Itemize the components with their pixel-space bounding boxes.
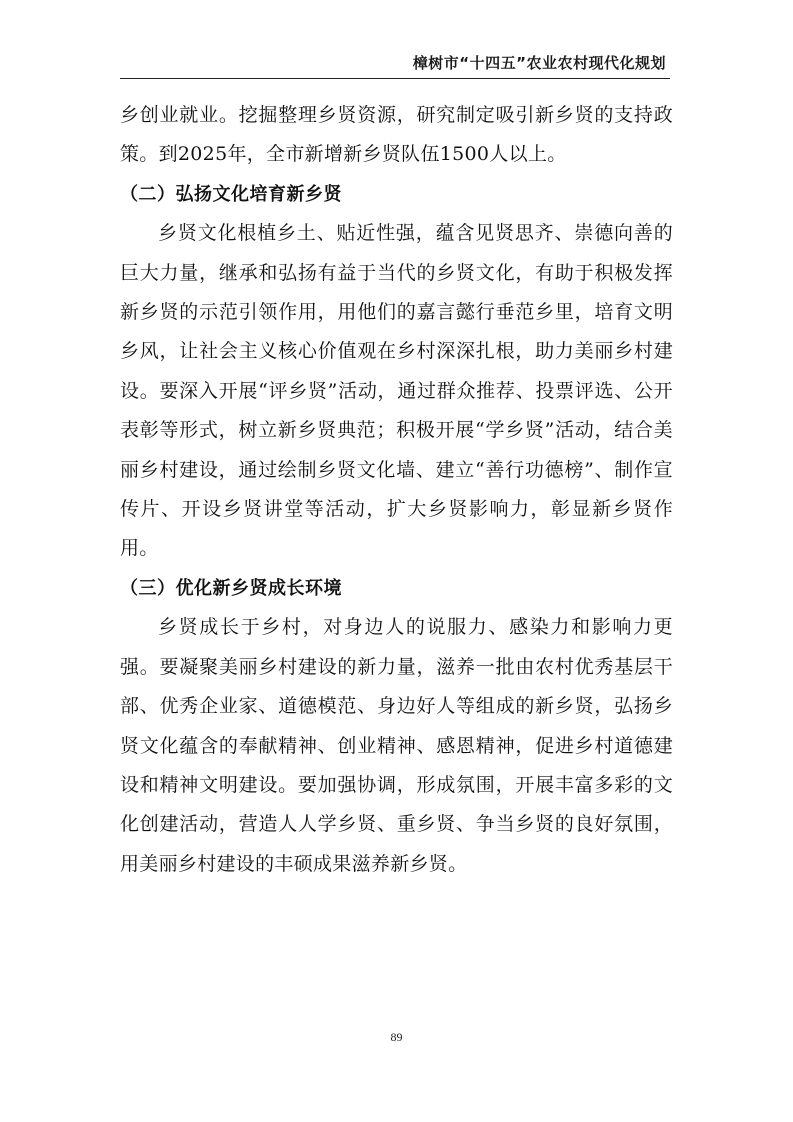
header-title: 樟树市“十四五”农业农村现代化规划	[412, 54, 666, 72]
section-3-paragraph: 乡贤成长于乡村，对身边人的说服力、感染力和影响力更强。要凝聚美丽乡村建设的新力量，滋养一批由农村优秀基层干部、优秀企业家、道德模范、身边好人等组成的新乡贤，弘扬乡贤文化蕴含的奉献精神、创业精神、感恩精神，促进乡村道德建设和精神文明建设。要加强协调，形成氛围，开展丰富多彩的文化创建活动，营造人人学乡贤、重乡贤、争当乡贤的良好氛围，用美丽乡村建设的丰硕成果滋养新乡贤。	[120, 616, 673, 875]
page-header	[120, 52, 670, 79]
page-number: 89	[390, 1030, 403, 1044]
continued-paragraph: 乡创业就业。挖掘整理乡贤资源，研究制定吸引新乡贤的支持政策。到2025年，全市新增新乡贤队伍1500人以上。	[120, 104, 673, 166]
section-heading-2: （二）弘扬文化培育新乡贤	[120, 183, 342, 205]
document-body	[120, 96, 673, 884]
section-heading-3: （三）优化新乡贤成长环境	[120, 577, 342, 599]
section-2-paragraph: 乡贤文化根植乡土、贴近性强，蕴含见贤思齐、崇德向善的巨大力量，继承和弘扬有益于当代的乡贤文化，有助于积极发挥新乡贤的示范引领作用，用他们的嘉言懿行垂范乡里，培育文明乡风，让社会主义核心价值观在乡村深深扎根，助力美丽乡村建设。要深入开展“评乡贤”活动，通过群众推荐、投票评选、公开表彰等形式，树立新乡贤典范；积极开展“学乡贤”活动，结合美丽乡村建设，通过绘制乡贤文化墙、建立“善行功德榜”、制作宣传片、开设乡贤讲堂等活动，扩大乡贤影响力，彰显新乡贤作用。	[120, 222, 673, 560]
